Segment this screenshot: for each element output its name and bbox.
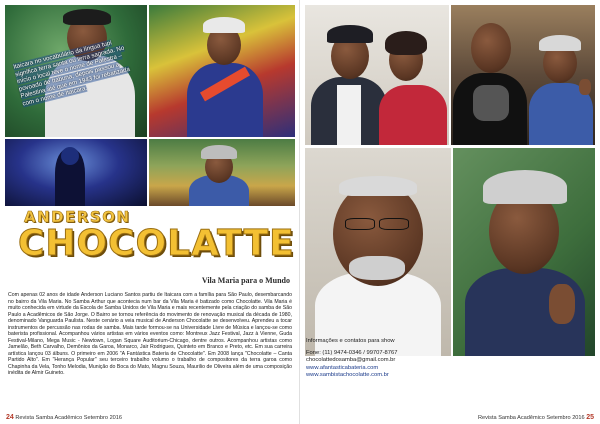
footer-magazine: Revista Samba Acadêmico Setembro 2016 xyxy=(477,415,585,421)
page-number: 25 xyxy=(586,414,594,421)
photo-performance-stage xyxy=(5,139,147,206)
photo-carnival-parade xyxy=(149,5,295,137)
article-body: Com apenas 02 anos de idade Anderson Luciano Santos partiu de Itaicara com a família para São Paulo, desembarcando no bairro da Vila Maria. No Samba Arthur que acontecia num bar da Vila Maria é batizado como Chocolatte. Vila Maria é muito conhecida em virtude da Escola de Samba Unidos de Vila Maria e mais recentemente pela criação do samba de São Paulo a Acadêmicos de São Jorge. O Bairro se tornou referência do movimento de renovação musical da década de 1980, denominado Vanguarda Paulista. Neste cenário a veia musical de Anderson Chocolatte se desenvolveu. Aprendeu a tocar instrumentos de percussão nas rodas de samba. Mais tarde formou-se na Universidade Livre de Música e lançou-se como baterista profissional. Acompanhou vários artistas em vários eventos como: Montreux Jazz Festival, Jazz à Vienne, Guda Festival-Milano, Mega Music - Newtown, Logan Square Auditorium-Chicago, dentre outros. Acompanhou artistas como Jamelão, Beth Carvalho, Demônios da Garoa, Monarco, Jair Rodrigues, Quinteto em Branco e Preto, etc. Em sua carreira artística lançou 03 álbuns. O primeiro em 2006 "A Fantástica Bateria de Chocolatte". Em 2008 lança "Chocolatte – Canta Partido Alto". Em "Herança Popular" seu terceiro trabalho volumo o trabalho de compositores da terra garoa como Chapinha da Vela, Tonho Melodia, Munição do Boca do Mato, Magnu Souza, Maurilio de Oliveira além de uma composição inédita de Almir Guineto. xyxy=(8,292,292,376)
contact-website-1[interactable]: www.afantasticabateria.com xyxy=(306,364,379,371)
artist-last-name: CHOCOLATTE xyxy=(18,223,295,264)
contact-phone: Fone: (11) 9474-0346 / 99707-8767 xyxy=(306,350,398,357)
photo-two-men xyxy=(451,5,595,145)
photo-elder-man xyxy=(305,148,451,356)
contact-website-2[interactable]: www.sambistachocolatte.com.br xyxy=(306,371,389,378)
photo-anderson-thumbsup xyxy=(453,148,595,356)
photo-crowd xyxy=(149,139,295,206)
article-subtitle: Vila Maria para o Mundo xyxy=(201,276,290,285)
footer-left xyxy=(6,414,122,421)
photo-couple xyxy=(305,5,449,145)
footer-right xyxy=(478,414,594,421)
contact-email[interactable]: chocolattedosamba@gmail.com.br xyxy=(306,357,396,364)
artist-first-name: ANDERSON xyxy=(24,208,131,226)
contact-info xyxy=(306,338,446,379)
footer-magazine: Revista Samba Acadêmico Setembro 2016 xyxy=(15,415,123,421)
photo-caption: Itaicara no vocabulário da língua tupi significa terra santa ou terra sagrada. No início o local teve o nome de Palestra – povoado de Itabuna, depois passou a Palestina até que em 1943 foi rebatizada com o nome de Itaicara. xyxy=(12,39,131,108)
contact-heading: Informações e contatos para show xyxy=(306,338,395,344)
right-page xyxy=(300,0,600,424)
page-number: 24 xyxy=(6,414,14,421)
